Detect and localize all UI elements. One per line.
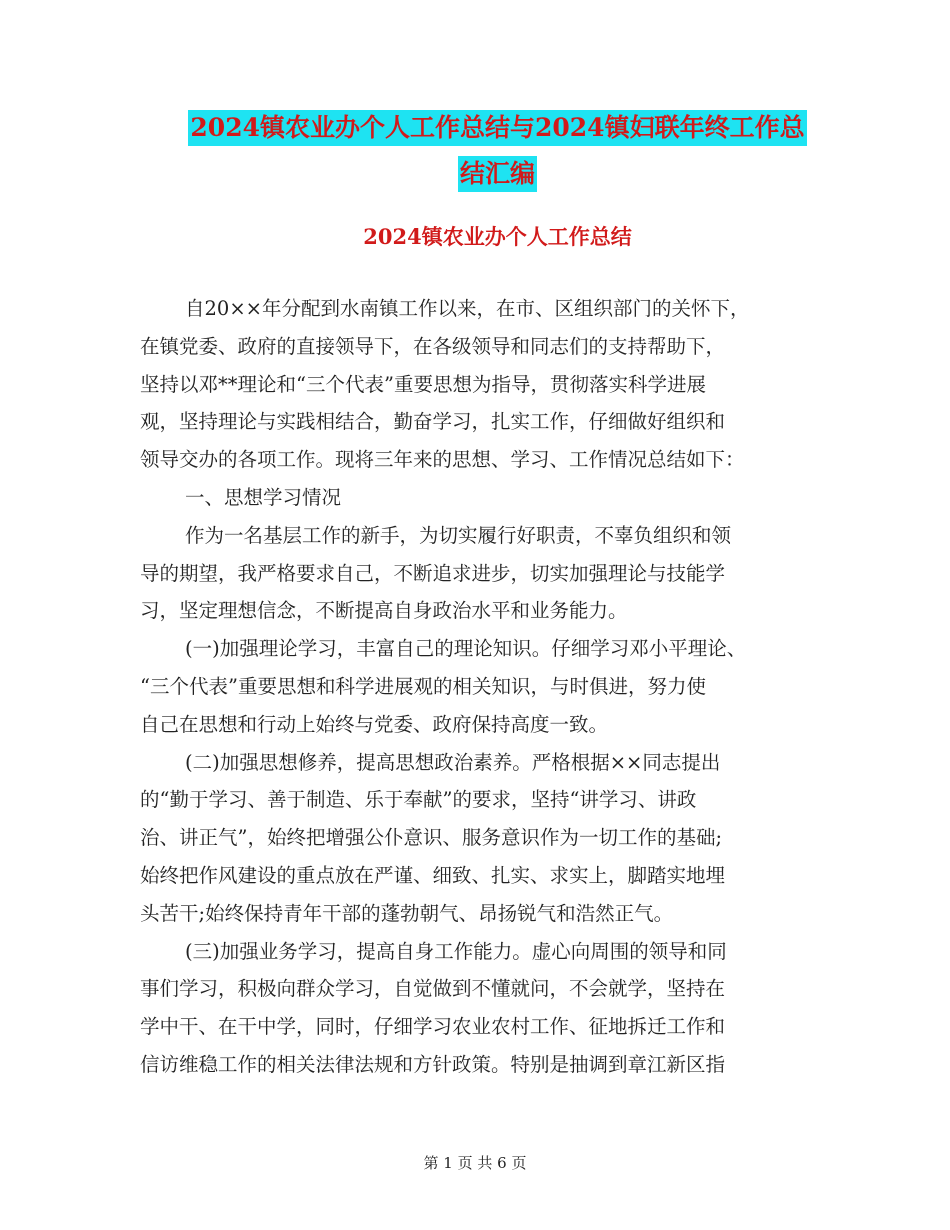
paragraph-line: 在镇党委、政府的直接领导下，在各级领导和同志们的支持帮助下， [140, 334, 726, 358]
paragraph-line: “三个代表”重要思想和科学进展观的相关知识，与时俱进，努力使 [140, 674, 706, 698]
paragraph-line: 自20××年分配到水南镇工作以来，在市、区组织部门的关怀下， [185, 297, 750, 320]
document-title [140, 110, 855, 202]
section-heading: 2024镇农业办个人工作总结 [363, 224, 632, 249]
paragraph-line: 学中干、在干中学，同时，仔细学习农业农村工作、征地拆迁工作和 [140, 1015, 726, 1039]
page-number: 第 1 页 共 6 页 [423, 1154, 527, 1172]
paragraph-line: 领导交办的各项工作。现将三年来的思想、学习、工作情况总结如下： [140, 448, 745, 472]
paragraph-line: 导的期望，我严格要求自己，不断追求进步，切实加强理论与技能学 [140, 561, 726, 585]
title-line-1: 2024镇农业办个人工作总结与2024镇妇联年终工作总 [188, 110, 806, 146]
paragraph-line: 坚持以邓**理论和“三个代表”重要思想为指导，贯彻落实科学进展 [140, 372, 706, 396]
paragraph-line: (三)加强业务学习，提高自身工作能力。虚心向周围的领导和同 [185, 939, 727, 963]
body-text [140, 290, 820, 1084]
paragraph-line: 作为一名基层工作的新手，为切实履行好职责，不辜负组织和领 [185, 523, 732, 547]
paragraph-line: 头苦干;始终保持青年干部的蓬勃朝气、昂扬锐气和浩然正气。 [140, 901, 674, 925]
section-subheading: 一、思想学习情况 [185, 485, 342, 509]
paragraph-line: 观，坚持理论与实践相结合，勤奋学习，扎实工作，仔细做好组织和 [140, 410, 726, 434]
paragraph-line: (一)加强理论学习，丰富自己的理论知识。仔细学习邓小平理论、 [185, 637, 747, 661]
title-line-2: 结汇编 [458, 156, 537, 192]
paragraph-line: 始终把作风建设的重点放在严谨、细致、扎实、求实上，脚踏实地埋 [140, 863, 726, 887]
paragraph-line: 事们学习，积极向群众学习，自觉做到不懂就问，不会就学，坚持在 [140, 977, 726, 1001]
paragraph-line: 治、讲正气”，始终把增强公仆意识、服务意识作为一切工作的基础; [140, 826, 723, 850]
paragraph-line: 自己在思想和行动上始终与党委、政府保持高度一致。 [140, 712, 609, 736]
paragraph-line: 信访维稳工作的相关法律法规和方针政策。特别是抽调到章江新区指 [140, 1052, 726, 1076]
paragraph-line: (二)加强思想修养，提高思想政治素养。严格根据××同志提出 [185, 750, 721, 774]
paragraph-line: 的“勤于学习、善于制造、乐于奉献”的要求，坚持“讲学习、讲政 [140, 788, 697, 812]
paragraph-line: 习，坚定理想信念，不断提高自身政治水平和业务能力。 [140, 599, 628, 623]
